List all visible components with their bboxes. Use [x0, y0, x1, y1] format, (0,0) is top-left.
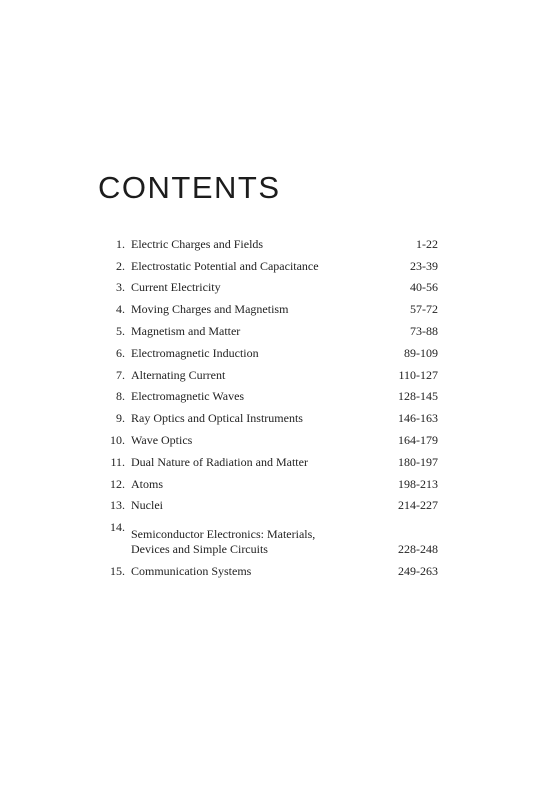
toc-entry [98, 339, 438, 361]
toc-entry-number: 3. [116, 280, 125, 295]
toc-entry-title: Atoms [131, 476, 164, 491]
toc-entry-pages: 198-213 [398, 476, 438, 491]
toc-entry-number: 12. [110, 476, 125, 491]
toc-entry [98, 404, 438, 426]
toc-entry-title: Wave Optics [131, 432, 193, 447]
toc-entry-number: 2. [116, 258, 125, 273]
table-of-contents [98, 230, 438, 579]
toc-entry-pages: 128-145 [398, 389, 438, 404]
toc-entry-title: Electrostatic Potential and Capacitance [131, 258, 319, 273]
toc-entry-number: 4. [116, 302, 125, 317]
toc-entry [98, 470, 438, 492]
toc-entry-number: 9. [116, 411, 125, 426]
toc-entry [98, 252, 438, 274]
toc-entry-pages: 180-197 [398, 454, 438, 469]
toc-entry-title: Electric Charges and Fields [131, 236, 264, 251]
toc-entry-pages: 214-227 [398, 498, 438, 513]
toc-entry-pages: 23-39 [410, 258, 438, 273]
toc-entry-title: Communication Systems [131, 564, 252, 579]
toc-entry-pages: 249-263 [398, 564, 438, 579]
toc-entry-number: 6. [116, 345, 125, 360]
toc-entry-title: Alternating Current [131, 367, 226, 382]
toc-entry-title: Electromagnetic Induction [131, 345, 259, 360]
toc-entry-pages: 110-127 [398, 367, 438, 382]
toc-entry-title: Semiconductor Electronics: Materials, Devices and Simple Circuits [131, 527, 316, 557]
toc-entry-pages: 1-22 [416, 236, 438, 251]
toc-entry-number: 15. [110, 564, 125, 579]
toc-entry [98, 361, 438, 383]
toc-entry [98, 426, 438, 448]
toc-entry [98, 492, 438, 514]
toc-entry [98, 295, 438, 317]
toc-entry-pages: 73-88 [410, 323, 438, 338]
toc-entry-title: Nuclei [131, 498, 163, 513]
toc-entry [98, 230, 438, 252]
toc-entry-pages: 57-72 [410, 302, 438, 317]
toc-entry-pages: 40-56 [410, 280, 438, 295]
toc-entry-number: 11. [110, 454, 125, 469]
toc-entry-number: 13. [110, 498, 125, 513]
toc-entry-number: 5. [116, 323, 125, 338]
toc-entry-number: 14. [110, 520, 125, 535]
toc-entry-number: 1. [116, 236, 125, 251]
toc-entry-title: Magnetism and Matter [131, 323, 241, 338]
toc-entry-pages: 164-179 [398, 432, 438, 447]
toc-entry [98, 383, 438, 405]
toc-entry [98, 557, 438, 579]
toc-entry-number: 8. [116, 389, 125, 404]
toc-entry-pages: 228-248 [398, 542, 438, 557]
toc-entry-title: Electromagnetic Waves [131, 389, 245, 404]
toc-entry [98, 274, 438, 296]
toc-entry-title: Ray Optics and Optical Instruments [131, 411, 303, 426]
toc-entry-pages: 146-163 [398, 411, 438, 426]
toc-entry [98, 317, 438, 339]
toc-entry [98, 448, 438, 470]
toc-entry-title: Current Electricity [131, 280, 221, 295]
page-title: CONTENTS [98, 170, 281, 205]
toc-entry [98, 513, 438, 557]
toc-entry-title: Dual Nature of Radiation and Matter [131, 454, 308, 469]
toc-entry-number: 10. [110, 432, 125, 447]
toc-entry-title: Moving Charges and Magnetism [131, 302, 289, 317]
toc-entry-pages: 89-109 [404, 345, 438, 360]
toc-entry-number: 7. [116, 367, 125, 382]
